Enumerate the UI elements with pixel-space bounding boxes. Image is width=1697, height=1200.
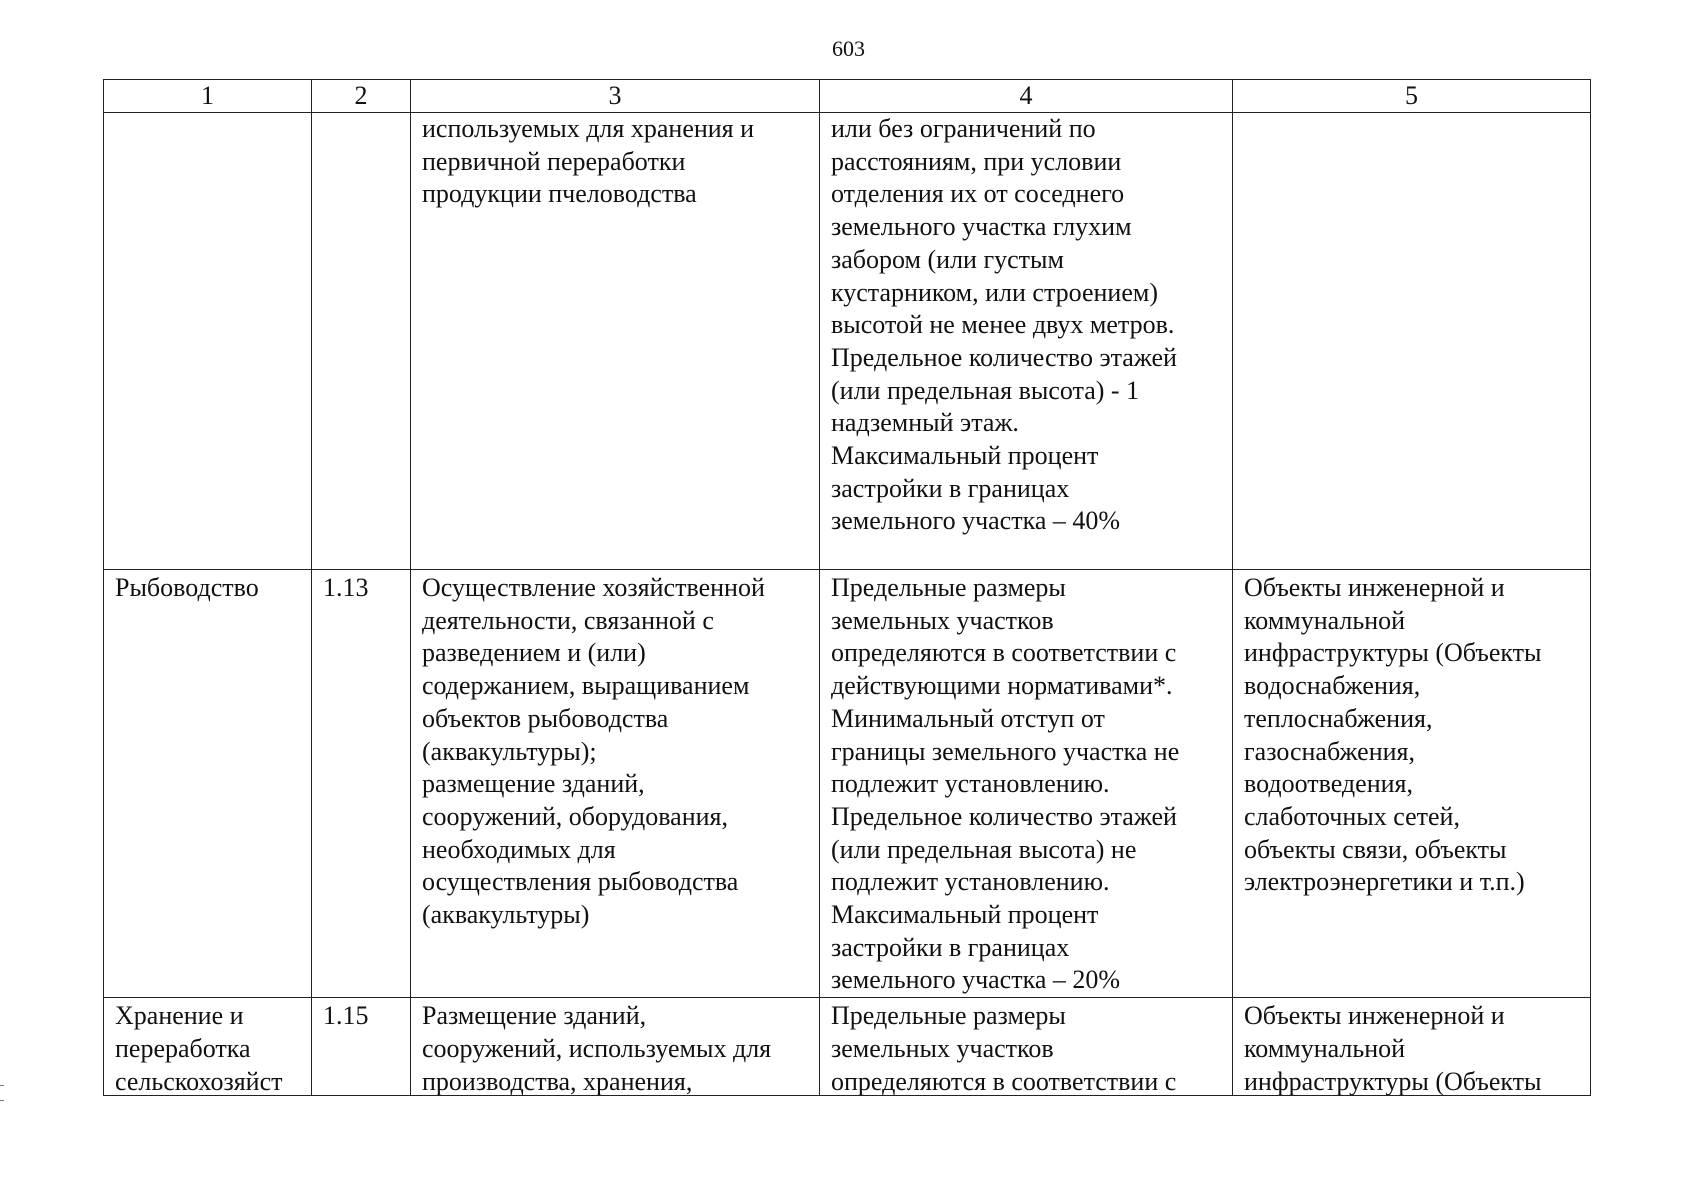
cell-text-line: земельных участков <box>831 605 1054 635</box>
cell-use-type-name <box>104 998 312 1096</box>
cell-text-line: отделения их от соседнего <box>831 179 1125 209</box>
cell-text-line: сооружений, оборудования, <box>422 801 728 831</box>
cell-use-type-code <box>312 998 411 1096</box>
cell-text-line: кустарником, или строением) <box>831 277 1158 307</box>
cell-auxiliary-objects <box>1233 570 1591 998</box>
cell-text-line: действующими нормативами*. <box>831 671 1173 701</box>
cell-text-line: высотой не менее двух метров. <box>831 310 1175 340</box>
cell-text-line: забором (или густым <box>831 244 1064 274</box>
page-number: 603 <box>832 36 865 61</box>
cell-text-line: содержанием, выращиванием <box>422 671 750 701</box>
cell-text-line: застройки в границах <box>831 932 1070 962</box>
cell-text-line: производства, хранения, <box>422 1066 693 1096</box>
cell-text-line: (или предельная высота) не <box>831 834 1137 864</box>
cell-text-line: подлежит установлению. <box>831 867 1110 897</box>
cell-text-line: слаботочных сетей, <box>1244 801 1460 831</box>
cell-text-line: определяются в соответствии с <box>831 638 1177 668</box>
cell-text-line: или без ограничений по <box>831 114 1096 143</box>
cell-text-line: надземный этаж. <box>831 408 1019 438</box>
cell-text-line: коммунальной <box>1244 1033 1406 1063</box>
cell-text-line: Хранение и <box>115 1001 244 1031</box>
table-row <box>104 998 1591 1096</box>
cell-text-line: Максимальный процент <box>831 900 1099 930</box>
cell-text-line: границы земельного участка не <box>831 736 1180 766</box>
cell-text-line: сооружений, используемых для <box>422 1033 772 1063</box>
cell-text-line: теплоснабжения, <box>1244 703 1433 733</box>
cell-text-line: подлежит установлению. <box>831 769 1110 799</box>
cell-text-line: Минимальный отступ от <box>831 703 1105 733</box>
cell-use-description <box>411 570 820 998</box>
cell-text-line: разведением и (или) <box>422 638 646 668</box>
cell-text-line: необходимых для <box>422 834 616 864</box>
cell-parameters <box>820 570 1233 998</box>
cell-text-line: земельного участка глухим <box>831 212 1132 242</box>
cell-text-line: размещение зданий, <box>422 769 645 799</box>
cell-text-line: (аквакультуры) <box>422 900 590 930</box>
cell-text-line: объекты связи, объекты <box>1244 834 1507 864</box>
table-row <box>104 113 1591 570</box>
cell-text-line: инфраструктуры (Объекты <box>1244 1066 1542 1096</box>
cell-text-line: застройки в границах <box>831 473 1070 503</box>
cell-auxiliary-objects <box>1233 113 1591 570</box>
cell-text-line: осуществления рыбоводства <box>422 867 739 897</box>
cell-text-line: Максимальный процент <box>831 441 1099 471</box>
cell-text-line: 1.15 <box>323 1001 369 1031</box>
cell-parameters <box>820 113 1233 570</box>
column-header-2: 2 <box>312 80 411 113</box>
cell-text-line: водоснабжения, <box>1244 671 1421 701</box>
scan-margin-mark <box>0 1085 4 1101</box>
cell-text-line: определяются в соответствии с <box>831 1066 1177 1096</box>
cell-text-line: Рыбоводство <box>115 573 259 602</box>
cell-text-line: Предельные размеры <box>831 573 1066 602</box>
cell-parameters <box>820 998 1233 1096</box>
cell-use-description <box>411 113 820 570</box>
cell-use-type-name <box>104 570 312 998</box>
cell-text-line: Объекты инженерной и <box>1244 573 1505 602</box>
cell-text-line: Предельное количество этажей <box>831 801 1177 831</box>
column-header-4: 4 <box>820 80 1233 113</box>
cell-text-line: Объекты инженерной и <box>1244 1001 1505 1031</box>
cell-use-type-code <box>312 113 411 570</box>
cell-text-line: водоотведения, <box>1244 769 1413 799</box>
cell-text-line: 1.13 <box>323 573 369 602</box>
cell-text-line: земельного участка – 40% <box>831 506 1121 536</box>
cell-text-line: земельных участков <box>831 1033 1054 1063</box>
cell-text-line: электроэнергетики и т.п.) <box>1244 867 1525 897</box>
cell-text-line: Предельное количество этажей <box>831 342 1177 372</box>
cell-text-line: коммунальной <box>1244 605 1406 635</box>
zoning-table <box>103 79 1591 1096</box>
cell-use-description <box>411 998 820 1096</box>
column-header-1: 1 <box>104 80 312 113</box>
cell-text-line: расстояниям, при условии <box>831 146 1122 176</box>
cell-text-line: (аквакультуры); <box>422 736 597 766</box>
cell-text-line: объектов рыбоводства <box>422 703 669 733</box>
cell-use-type-code <box>312 570 411 998</box>
cell-use-type-name <box>104 113 312 570</box>
cell-text-line: инфраструктуры (Объекты <box>1244 638 1542 668</box>
cell-text-line: Размещение зданий, <box>422 1001 647 1031</box>
cell-auxiliary-objects <box>1233 998 1591 1096</box>
cell-text-line: земельного участка – 20% <box>831 965 1121 995</box>
cell-text-line: газоснабжения, <box>1244 736 1415 766</box>
cell-text-line: деятельности, связанной с <box>422 605 714 635</box>
table-header-row <box>104 80 1591 113</box>
cell-text-line: первичной переработки <box>422 146 686 176</box>
cell-text-line: (или предельная высота) - 1 <box>831 375 1140 405</box>
cell-text-line: переработка <box>115 1033 251 1063</box>
cell-text-line: используемых для хранения и <box>422 114 755 143</box>
table-row <box>104 570 1591 998</box>
column-header-5: 5 <box>1233 80 1591 113</box>
column-header-3: 3 <box>411 80 820 113</box>
cell-text-line: сельскохозяйст <box>115 1066 283 1096</box>
cell-text-line: Предельные размеры <box>831 1001 1066 1031</box>
cell-text-line: продукции пчеловодства <box>422 179 697 209</box>
cell-text-line: Осуществление хозяйственной <box>422 573 765 602</box>
